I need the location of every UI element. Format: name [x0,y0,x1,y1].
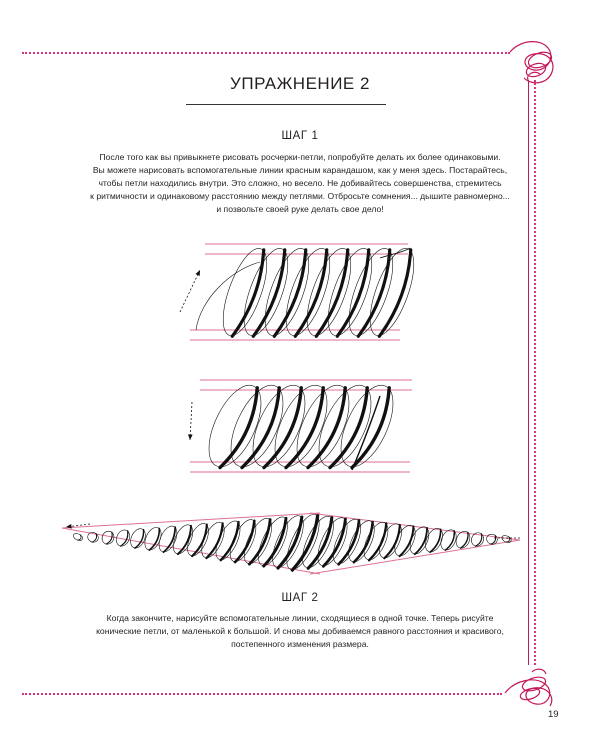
loop-shade [445,531,454,550]
guide-line [310,540,520,574]
loop-shade [384,525,400,558]
step2-line: постепенного изменения размера. [231,639,369,649]
step2-heading: ШАГ 2 [281,592,319,604]
loop-shade [135,530,144,548]
step1-line: чтобы петли находились внутри. Это сложно, но весело. Не добивайтесь совершенства, стремитесь [98,178,502,188]
page-number: 19 [548,709,559,720]
loop-shade [264,518,286,566]
loop-shade [460,532,468,548]
loop-shade [92,533,97,542]
step2-line: Когда закончите, нарисуйте вспомогательные линии, сходящиеся в одной точке. Теперь рисуйте [106,613,494,623]
step2-line: конические петли, от маленькой к большой. И снова мы добиваемся равного расстояния и красивого, [96,626,504,636]
loop-shade [430,529,441,552]
step2-paragraph [70,612,530,651]
step1-heading: ШАГ 1 [281,130,319,142]
loop-shade [78,535,81,540]
step1-line: и позвольте своей руке делать свое дело! [216,204,384,214]
loop-shade [149,528,159,550]
page-title: УПРАЖНЕНИЕ 2 [230,74,370,93]
loop-shade [506,537,509,542]
step1-line: После того как вы привыкнете рисовать росчерки-петли, попробуйте делать их более одинаковыми. [99,152,501,162]
loop-stroke [359,519,393,564]
step1-line: к ритмичности и одинаковому расстоянию между петлями. Отбросьте сомнения... дышите равномерно... [90,191,510,201]
step1-line: Вы можете нарисовать вспомогательные линии красным карандашом, как у меня здесь. Постарайтесь, [92,165,508,175]
loop-stroke [114,528,132,548]
loop-shade [415,528,427,554]
